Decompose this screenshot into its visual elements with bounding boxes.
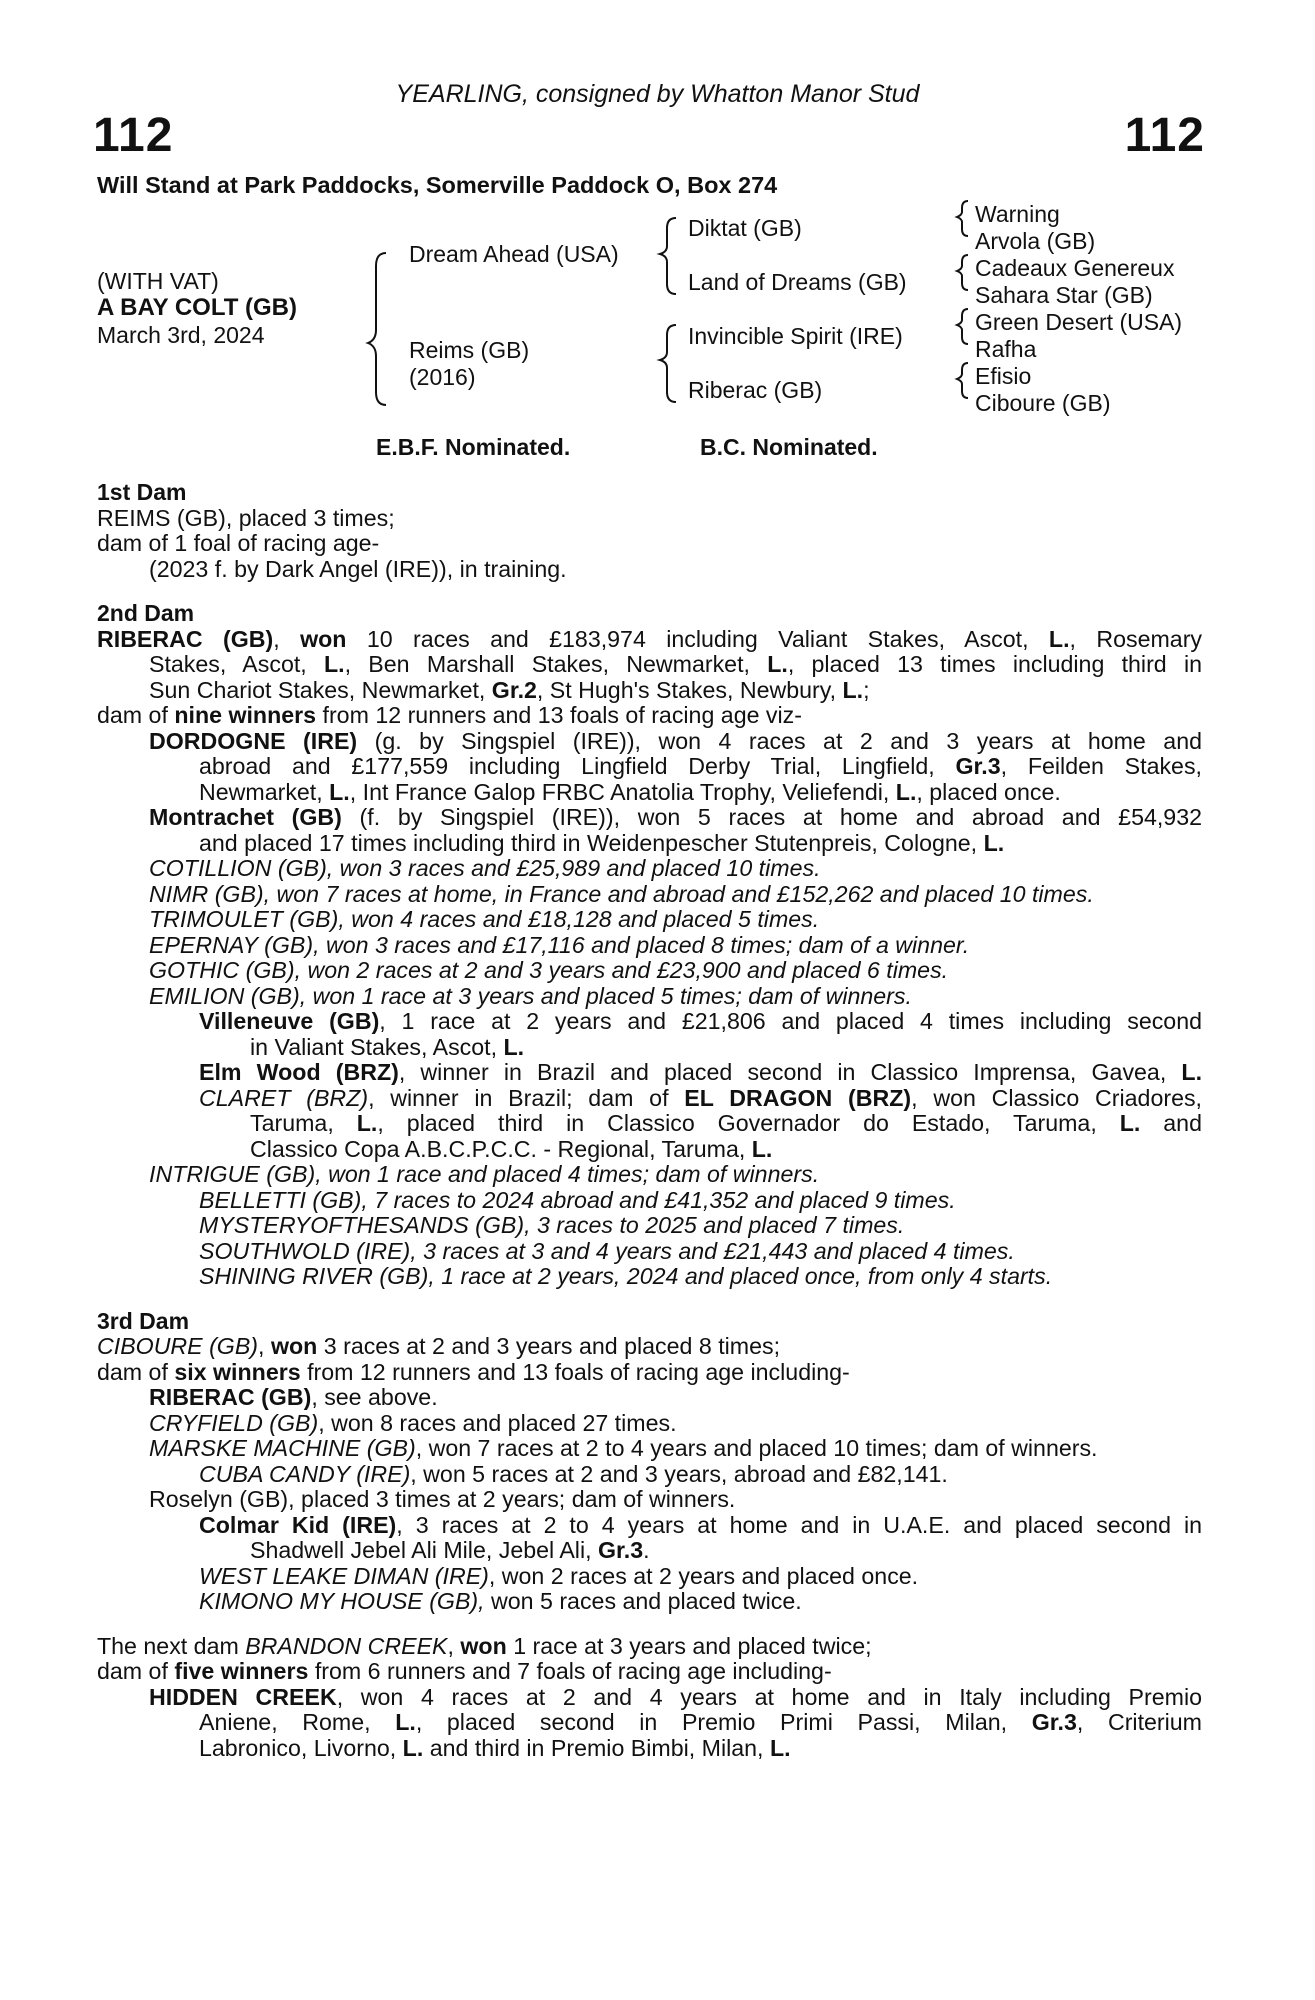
produce-entry: Elm Wood (BRZ), winner in Brazil and placed second in Classico Imprensa, Gavea, L. xyxy=(199,1059,1203,1085)
produce-entry: NIMR (GB), won 7 races at home, in France and abroad and £152,262 and placed 10 times. xyxy=(149,880,1094,907)
second-dam-heading: 2nd Dam xyxy=(97,600,195,626)
gg-8: Ciboure (GB) xyxy=(975,390,1111,416)
second-dam-entry: Sun Chariot Stakes, Newmarket, Gr.2, St Hugh's Stakes, Newbury, L.; xyxy=(149,676,870,703)
produce-entry: Classico Copa A.B.C.P.C.C. - Regional, Taruma, L. xyxy=(250,1135,773,1162)
third-dam-section xyxy=(97,1309,1202,1615)
sire-sire-name: Diktat (GB) xyxy=(688,215,802,241)
first-dam-produce: (2023 f. by Dark Angel (IRE)), in training. xyxy=(149,555,567,582)
catalogue-body xyxy=(97,480,1202,1780)
sire-dam-name: Land of Dreams (GB) xyxy=(688,269,907,295)
produce-entry: KIMONO MY HOUSE (GB), won 5 races and placed twice. xyxy=(199,1588,802,1614)
produce-entry: CRYFIELD (GB), won 8 races and placed 27 times. xyxy=(149,1409,677,1436)
produce-entry: DORDOGNE (IRE) (g. by Singspiel (IRE)), won 4 races at 2 and 3 years at home and xyxy=(149,727,1202,754)
produce-entry: Taruma, L., placed third in Classico Governador do Estado, Taruma, L. and xyxy=(250,1110,1202,1136)
gg-5: Green Desert (USA) xyxy=(975,309,1183,335)
second-dam-entry: RIBERAC (GB), won 10 races and £183,974 including Valiant Stakes, Ascot, L., Rosemary xyxy=(97,625,1203,652)
first-dam-heading: 1st Dam xyxy=(97,479,187,505)
produce-entry: abroad and £177,559 including Lingfield Derby Trial, Lingfield, Gr.3, Feilden Stakes, xyxy=(199,753,1202,779)
bc-nomination: B.C. Nominated. xyxy=(700,434,878,460)
dam-year: (2016) xyxy=(409,364,476,390)
dam-name: Reims (GB) xyxy=(409,337,530,363)
first-dam-section xyxy=(97,480,1202,582)
third-dam-heading: 3rd Dam xyxy=(97,1307,190,1334)
produce-entry: and placed 17 times including third in Weidenpescher Stutenpreis, Cologne, L. xyxy=(199,829,1005,856)
lot-number-right: 112 xyxy=(1124,109,1205,162)
horse-dob: March 3rd, 2024 xyxy=(97,322,265,348)
pedigree-braces xyxy=(0,0,1315,430)
produce-entry: Shadwell Jebel Ali Mile, Jebel Ali, Gr.3. xyxy=(250,1537,650,1563)
produce-entry: INTRIGUE (GB), won 1 race and placed 4 times; dam of winners. xyxy=(149,1161,820,1187)
produce-entry: WEST LEAKE DIMAN (IRE), won 2 races at 2 years and placed once. xyxy=(199,1562,919,1589)
produce-entry: in Valiant Stakes, Ascot, L. xyxy=(250,1033,525,1060)
produce-entry: CLARET (BRZ), winner in Brazil; dam of EL DRAGON (BRZ), won Classico Criadores, xyxy=(199,1084,1203,1111)
produce-entry: TRIMOULET (GB), won 4 races and £18,128 and placed 5 times. xyxy=(149,906,820,932)
produce-entry: MARSKE MACHINE (GB), won 7 races at 2 to 4 years and placed 10 times; dam of winners. xyxy=(149,1435,1098,1461)
second-dam-entry: Stakes, Ascot, L., Ben Marshall Stakes, Newmarket, L., placed 13 times including third in xyxy=(149,651,1203,677)
produce-entry: SOUTHWOLD (IRE), 3 races at 3 and 4 years and £21,443 and placed 4 times. xyxy=(199,1237,1015,1264)
sire-name: Dream Ahead (USA) xyxy=(409,241,619,267)
next-dam-entry: The next dam BRANDON CREEK, won 1 race at 3 years and placed twice; xyxy=(97,1632,872,1659)
produce-entry: Colmar Kid (IRE), 3 races at 2 to 4 years at home and in U.A.E. and placed second in xyxy=(199,1511,1202,1538)
produce-entry: COTILLION (GB), won 3 races and £25,989 and placed 10 times. xyxy=(149,855,821,881)
produce-entry: BELLETTI (GB), 7 races to 2024 abroad and £41,352 and placed 9 times. xyxy=(199,1186,956,1213)
stand-location: Will Stand at Park Paddocks, Somerville Paddock O, Box 274 xyxy=(97,172,778,198)
first-dam-line: dam of 1 foal of racing age- xyxy=(97,530,380,556)
first-dam-line: REIMS (GB), placed 3 times; xyxy=(97,504,395,531)
produce-entry: HIDDEN CREEK, won 4 races at 2 and 4 years at home and in Italy including Premio xyxy=(149,1683,1202,1710)
second-dam-produce-summary: dam of nine winners from 12 runners and 13 foals of racing age viz- xyxy=(97,702,802,728)
third-dam-entry: CIBOURE (GB), won 3 races at 2 and 3 years and placed 8 times; xyxy=(97,1333,781,1359)
consignment-line: YEARLING, consigned by Whatton Manor Stud xyxy=(395,80,920,108)
produce-entry: Aniene, Rome, L., placed second in Premio Primi Passi, Milan, Gr.3, Criterium xyxy=(199,1709,1202,1735)
gg-3: Cadeaux Genereux xyxy=(975,255,1175,281)
produce-entry: RIBERAC (GB), see above. xyxy=(149,1384,438,1410)
produce-entry: Newmarket, L., Int France Galop FRBC Anatolia Trophy, Veliefendi, L., placed once. xyxy=(199,778,1061,805)
dam-dam-name: Riberac (GB) xyxy=(688,377,823,403)
produce-entry: SHINING RIVER (GB), 1 race at 2 years, 2024 and placed once, from only 4 starts. xyxy=(199,1263,1053,1289)
horse-name: A BAY COLT (GB) xyxy=(97,294,298,321)
produce-entry: Roselyn (GB), placed 3 times at 2 years; dam of winners. xyxy=(149,1486,736,1512)
produce-entry: EPERNAY (GB), won 3 races and £17,116 and placed 8 times; dam of a winner. xyxy=(149,931,970,958)
next-dam-produce-summary: dam of five winners from 6 runners and 7 foals of racing age including- xyxy=(97,1658,832,1684)
produce-entry: GOTHIC (GB), won 2 races at 2 and 3 years and £23,900 and placed 6 times. xyxy=(149,957,949,983)
produce-entry: EMILION (GB), won 1 race at 3 years and placed 5 times; dam of winners. xyxy=(149,982,912,1009)
gg-2: Arvola (GB) xyxy=(975,228,1096,254)
next-dam-section xyxy=(97,1634,1202,1762)
dam-sire-name: Invincible Spirit (IRE) xyxy=(688,323,903,349)
produce-entry: Labronico, Livorno, L. and third in Premio Bimbi, Milan, L. xyxy=(199,1734,791,1761)
produce-entry: CUBA CANDY (IRE), won 5 races at 2 and 3 years, abroad and £82,141. xyxy=(199,1460,948,1487)
gg-7: Efisio xyxy=(975,363,1032,389)
gg-4: Sahara Star (GB) xyxy=(975,282,1153,308)
ebf-nomination: E.B.F. Nominated. xyxy=(376,434,571,460)
gg-1: Warning xyxy=(975,201,1060,227)
gg-6: Rafha xyxy=(975,336,1037,362)
third-dam-produce-summary: dam of six winners from 12 runners and 13 foals of racing age including- xyxy=(97,1358,850,1385)
produce-entry: Montrachet (GB) (f. by Singspiel (IRE)), won 5 races at home and abroad and £54,932 xyxy=(149,804,1202,830)
lot-number-left: 112 xyxy=(93,109,174,162)
produce-entry: Villeneuve (GB), 1 race at 2 years and £21,806 and placed 4 times including second xyxy=(199,1008,1202,1034)
second-dam-section xyxy=(97,601,1202,1290)
vat-label: (WITH VAT) xyxy=(97,268,219,294)
produce-entry: MYSTERYOFTHESANDS (GB), 3 races to 2025 and placed 7 times. xyxy=(199,1212,905,1238)
